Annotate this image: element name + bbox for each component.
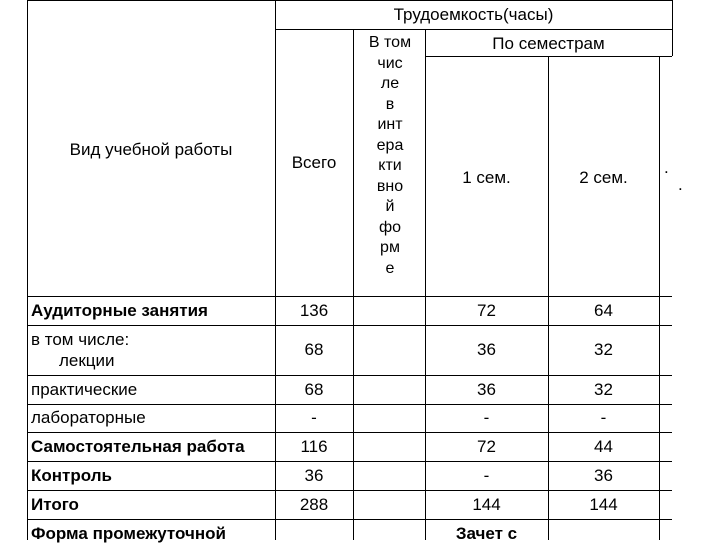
cell-sem2: 32: [594, 380, 613, 399]
cell-total: 68: [304, 340, 324, 359]
header-sem1: 1 сем.: [462, 168, 511, 187]
header-interactive-form: В том чис ле в инт ера кти вно й фо рм е: [368, 34, 412, 277]
grid-line: [659, 56, 660, 540]
cell-sem2: 32: [594, 340, 613, 359]
row-label: Форма промежуточной: [31, 524, 226, 543]
row-label: Контроль: [31, 466, 112, 485]
cell-sem2: 44: [594, 437, 613, 456]
cell-total: 68: [304, 380, 324, 399]
row-label: Самостоятельная работа: [31, 437, 245, 456]
grid-line: [425, 29, 426, 540]
cell-sem1: -: [483, 466, 490, 485]
row-label: лабораторные: [31, 408, 146, 427]
cell-total: 116: [300, 437, 328, 456]
cell-sem2: 36: [594, 466, 613, 485]
cell-sem2: 64: [594, 301, 613, 320]
cell-sem1: Зачет с: [455, 524, 518, 543]
cell-sem1: 144: [472, 495, 501, 514]
cell-sem1: 72: [477, 437, 496, 456]
grid-line: [27, 519, 672, 520]
cell-total: -: [311, 408, 317, 427]
cell-sem2: 144: [589, 495, 618, 514]
grid-line: [672, 0, 673, 56]
grid-line: [353, 29, 354, 540]
cell-sem1: 36: [477, 380, 496, 399]
grid-line: [27, 404, 672, 405]
cell-sem2: -: [600, 408, 607, 427]
header-labor-intensity: Трудоемкость(часы): [393, 5, 554, 24]
header-total: Всего: [291, 153, 337, 172]
row-label: Аудиторные занятия: [31, 301, 208, 320]
grid-line: [27, 461, 672, 462]
row-label: практические: [31, 380, 138, 399]
grid-line: [275, 0, 276, 540]
grid-line: [27, 0, 28, 540]
row-label: Итого: [31, 495, 79, 514]
cell-total: 36: [304, 466, 324, 485]
row-label: в том числе:: [31, 330, 130, 349]
dot-mark: .: [678, 175, 683, 194]
row-label: лекции: [59, 351, 115, 370]
grid-line: [27, 490, 672, 491]
cell-sem1: -: [483, 408, 490, 427]
header-by-semester: По семестрам: [492, 34, 605, 53]
header-sem2: 2 сем.: [579, 168, 628, 187]
grid-line: [27, 0, 672, 1]
grid-line: [27, 325, 672, 326]
cell-total: 288: [299, 495, 329, 514]
grid-line: [275, 29, 672, 30]
grid-line: [27, 296, 672, 297]
cell-sem1: 36: [477, 340, 496, 359]
grid-line: [27, 432, 672, 433]
grid-line: [27, 375, 672, 376]
cell-sem1: 72: [477, 301, 496, 320]
header-work-type: Вид учебной работы: [69, 140, 233, 159]
dot-mark: .: [664, 158, 669, 177]
cell-total: 136: [299, 301, 329, 320]
